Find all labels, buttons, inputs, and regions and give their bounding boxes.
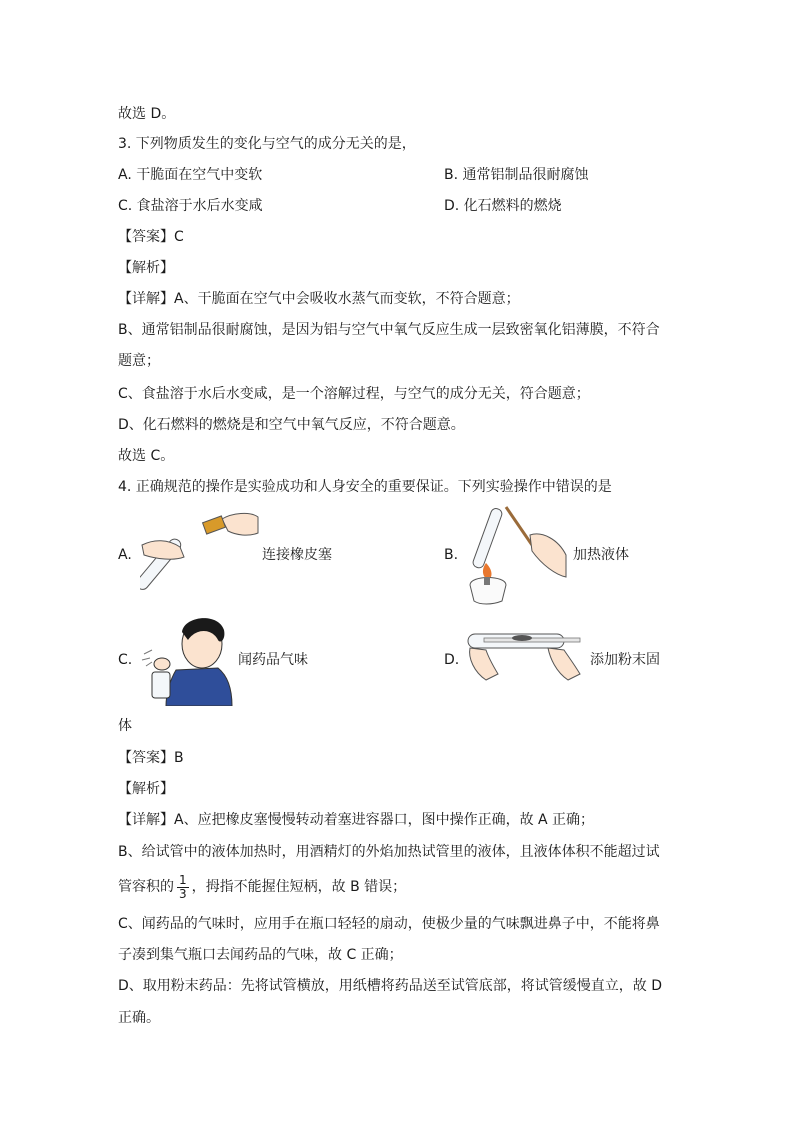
detail-4b-1: B、给试管中的液体加热时，用酒精灯的外焰加热试管里的液体，且液体体积不能超过试: [118, 844, 660, 860]
detail-3c: C、食盐溶于水后水变咸，是一个溶解过程，与空气的成分无关，符合题意；: [118, 386, 590, 402]
option-3a: A. 干脆面在空气中变软: [118, 167, 263, 183]
option-4d-letter: D.: [444, 652, 460, 668]
smelling-illustration: [140, 610, 236, 706]
detail-3d: D、化石燃料的燃烧是和空气中氧气反应，不符合题意。: [118, 417, 465, 433]
detail-4d-1: D、取用粉末药品：先将试管横放，用纸槽将药品送至试管底部，将试管缓慢直立，故 D: [118, 978, 663, 994]
answer-3: 【答案】C: [118, 229, 184, 245]
detail-3b-2: 题意；: [118, 353, 160, 369]
detail-4b-2-post: ，拇指不能握住短柄，故 B 错误；: [191, 879, 407, 895]
fraction-denominator: 3: [179, 886, 187, 901]
stopper-illustration: [140, 505, 260, 595]
option-3c: C. 食盐溶于水后水变咸: [118, 198, 263, 214]
fraction-one-third: [177, 874, 189, 901]
detail-4c-2: 子凑到集气瓶口去闻药品的气味，故 C 正确；: [118, 947, 403, 963]
detail-3b-1: B、通常铝制品很耐腐蚀，是因为铝与空气中氧气反应生成一层致密氧化铝薄膜，不符合: [118, 322, 660, 338]
option-3d: D. 化石燃料的燃烧: [444, 198, 562, 214]
option-4c-label: 闻药品气味: [238, 652, 308, 668]
option-4c-letter: C.: [118, 652, 133, 668]
option-4b-letter: B.: [444, 547, 459, 563]
option-4d-label: 添加粉末固: [590, 652, 660, 668]
analysis-3: 【解析】: [118, 260, 174, 276]
option-3b: B. 通常铝制品很耐腐蚀: [444, 167, 589, 183]
detail-3a: 【详解】A、干脆面在空气中会吸收水蒸气而变软，不符合题意；: [118, 291, 520, 307]
option-4a-label: 连接橡皮塞: [262, 547, 332, 563]
detail-4b-2: [118, 870, 406, 904]
detail-4d-2: 正确。: [118, 1010, 160, 1026]
detail-4a: 【详解】A、应把橡皮塞慢慢转动着塞进容器口，图中操作正确，故 A 正确；: [118, 812, 595, 828]
detail-4b-2-pre: 管容积的: [118, 879, 174, 895]
fraction-numerator: 1: [179, 872, 187, 887]
heating-illustration: [462, 505, 572, 605]
question-3: 3. 下列物质发生的变化与空气的成分无关的是，: [118, 136, 416, 152]
text-line: 故选 D。: [118, 106, 176, 122]
detail-4c-1: C、闻药品的气味时，应用手在瓶口轻轻的扇动，使极少量的气味飘进鼻子中，不能将鼻: [118, 916, 660, 932]
select-3: 故选 C。: [118, 448, 175, 464]
analysis-4: 【解析】: [118, 781, 174, 797]
answer-4: 【答案】B: [118, 750, 184, 766]
option-4b-label: 加热液体: [573, 547, 629, 563]
question-4: 4. 正确规范的操作是实验成功和人身安全的重要保证。下列实验操作中错误的是: [118, 479, 612, 495]
option-4d-continued: 体: [118, 718, 132, 734]
option-4a-letter: A.: [118, 547, 132, 563]
powder-illustration: [464, 628, 584, 688]
